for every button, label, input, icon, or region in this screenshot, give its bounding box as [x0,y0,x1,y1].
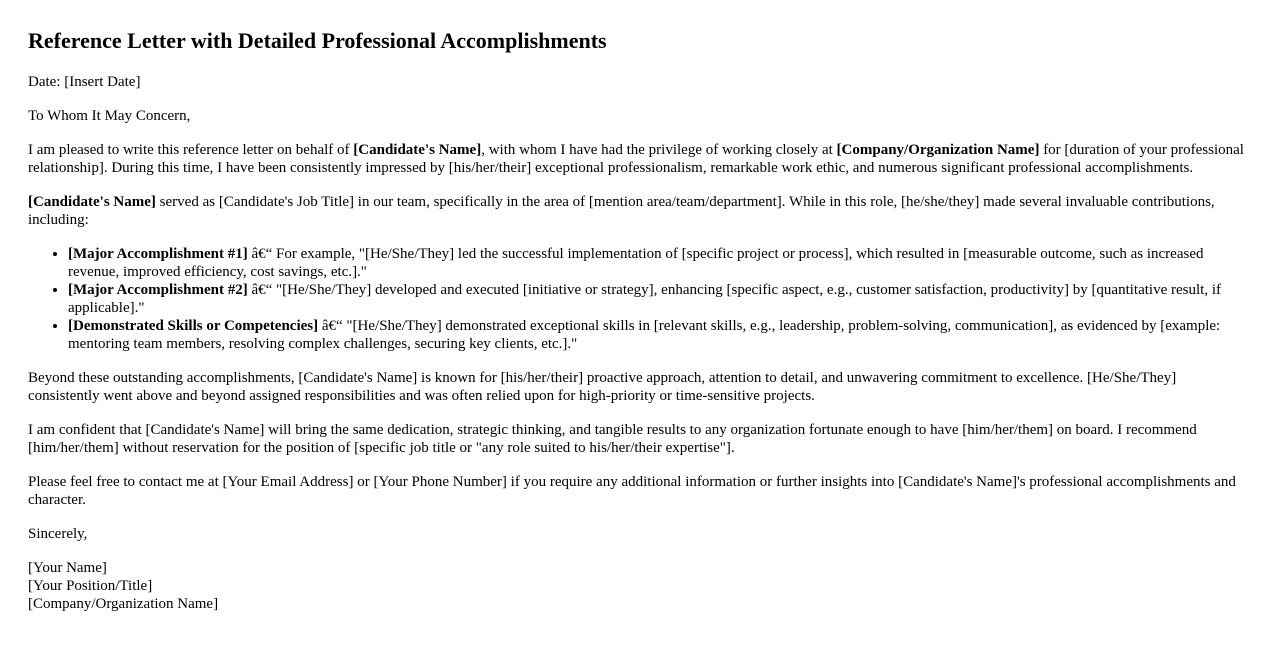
company-name-bold: [Company/Organization Name] [836,142,1040,158]
intro-paragraph [28,141,1250,177]
salutation: To Whom It May Concern, [28,108,191,124]
intro-text-1: I am pleased to write this reference letter on behalf of [28,142,354,158]
accomplishment-label: [Major Accomplishment #1] [68,246,248,262]
accomplishment-text: â€“ "[He/She/They] demonstrated exceptional skills in [relevant skills, e.g., leadership, problem-solving, communication], as evidenced by [example: mentoring team members, resolving complex challenges, securing key clients, etc.]." [68,318,1221,352]
accomplishment-text: â€“ "[He/She/They] developed and executed [initiative or strategy], enhancing [specific aspect, e.g., customer satisfaction, productivity] by [quantitative result, if applicable]." [68,282,1221,316]
signature-company: [Company/Organization Name] [28,596,219,612]
signature-position: [Your Position/Title] [28,578,153,594]
date-line: Date: [Insert Date] [28,74,141,90]
role-paragraph [28,193,1250,229]
list-item [68,245,1250,281]
confidence-paragraph: I am confident that [Candidate's Name] will bring the same dedication, strategic thinking, and tangible results to any organization fortunate enough to have [him/her/them] on board. I recommend [him/her/them] without reservation for the position of [specific job title or "any role suited to his/her/their expertise"]. [28,422,1197,456]
signature-block [28,559,1250,613]
accomplishments-list [28,245,1250,353]
beyond-paragraph: Beyond these outstanding accomplishments, [Candidate's Name] is known for [his/her/their] proactive approach, attention to detail, and unwavering commitment to excellence. [He/She/They] consistently went above and beyond assigned responsibilities and was often relied upon for high-priority or time-sensitive projects. [28,370,1177,404]
intro-text-2: , with whom I have had the privilege of working closely at [481,142,837,158]
contact-paragraph: Please feel free to contact me at [Your Email Address] or [Your Phone Number] if you require any additional information or further insights into [Candidate's Name]'s professional accomplishments and character. [28,474,1236,508]
accomplishment-text: â€“ For example, "[He/She/They] led the successful implementation of [specific project or process], which resulted in [measurable outcome, such as increased revenue, improved efficiency, cost savings, etc.]." [68,246,1204,280]
page-title: Reference Letter with Detailed Professional Accomplishments [28,28,607,53]
intro-text-3: for [duration of your professional relationship]. During this time, I have been consistently impressed by [his/her/their] exceptional professionalism, remarkable work ethic, and numerous significant professional accomplishments. [28,142,1244,176]
role-candidate-bold: [Candidate's Name] [28,194,156,210]
accomplishment-label: [Demonstrated Skills or Competencies] [68,318,319,334]
list-item [68,281,1250,317]
accomplishment-label: [Major Accomplishment #2] [68,282,248,298]
role-text: served as [Candidate's Job Title] in our team, specifically in the area of [mention area/team/department]. While in this role, [he/she/they] made several invaluable contributions, including: [28,194,1215,228]
signature-name: [Your Name] [28,560,107,576]
list-item [68,317,1250,353]
candidate-name-bold: [Candidate's Name] [353,142,482,158]
closing: Sincerely, [28,526,88,542]
